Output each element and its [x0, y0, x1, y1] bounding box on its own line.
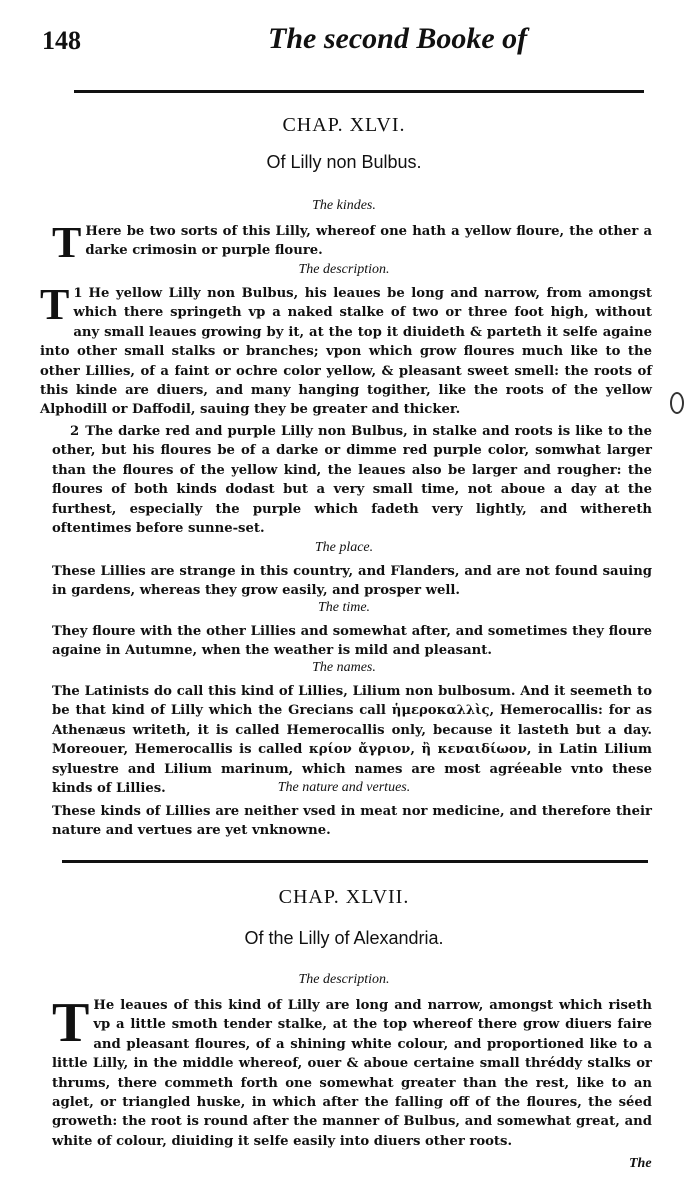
running-head: The second Booke of: [268, 22, 528, 55]
header-rule: [74, 90, 644, 93]
catchword: The: [629, 1156, 652, 1171]
chapter-46-heading: CHAP. XLVI.: [282, 114, 406, 136]
description-paragraph-1: [40, 280, 652, 420]
description-text: He leaues of this kind of Lilly are long and narrow, amongst which riseth vp a little smoth tender stalke, at the top whereof there grow diuers faire and pleasant floures, of a shining white colour, and proportioned like to a little Lilly, in the middle whereof, ouer & aboue certaine small thréddy stalks or thrums, there commeth forth one somewhat greater than the rest, like to an aglet, or triangled huske, in which after the falling off of the floures, the séed groweth: the root is round after the manner of Bulbus, and somewhat great, and white of colour, diuiding it selfe easily into diuers other roots.: [52, 998, 652, 1149]
item-number: 1: [73, 286, 83, 301]
chapter-46-title: Of Lilly non Bulbus.: [266, 152, 422, 172]
time-label: The time.: [317, 600, 371, 615]
drop-cap: T: [40, 280, 70, 329]
drop-cap: T: [52, 218, 82, 267]
names-label: The names.: [312, 660, 376, 675]
description-paragraph: [52, 992, 652, 1151]
place-paragraph: These Lillies are strange in this country, and Flanders, and are not found sauing in gardens, whereas they grow easily, and prosper well.: [52, 564, 652, 599]
names-paragraph: The Latinists do call this kind of Lillies, Lilium non bulbosum. And it seemeth to be that kind of Lilly which the Grecians call ἡμεροκαλλὶς, Hemerocallis: for as Athenæus writeth, it is called Hemerocallis only, because it lasteth but a day. Moreouer, Hemerocallis is called κρίον ἄγριον, ἢ κεναιδίωον, in Latin Lilium syluestre and Lilium marinum, which names are most agréeable vnto these kinds of Lillies.: [52, 684, 652, 797]
item-number: 2: [70, 424, 80, 439]
kindes-paragraph: [52, 218, 652, 267]
nature-label: The nature and vertues.: [277, 780, 411, 795]
kindes-text: Here be two sorts of this Lilly, whereof one hath a yellow floure, the other a darke crimosin or purple floure.: [85, 224, 652, 259]
place-label: The place.: [314, 540, 374, 555]
description-label: The description.: [298, 972, 390, 987]
description-label: The description.: [298, 262, 390, 277]
time-paragraph: They floure with the other Lillies and somewhat after, and sometimes they floure againe in Autumne, when the weather is mild and pleasant.: [52, 624, 652, 659]
chapter-divider: [62, 860, 648, 863]
chapter-47-title: Of the Lilly of Alexandria.: [244, 928, 444, 948]
description-paragraph-2: [52, 422, 652, 538]
margin-mark: [670, 392, 684, 414]
nature-paragraph: These kinds of Lillies are neither vsed in meat nor medicine, and therefore their nature and vertues are yet vnknowne.: [52, 804, 652, 839]
description-text-1: He yellow Lilly non Bulbus, his leaues be long and narrow, from amongst which there springeth vp a naked stalke of two or three foot high, without any small leaues growing by it, at the top it diuideth & parteth it selfe againe into other small stalks or branches; vpon which grow floures much like to the other Lillies, of a faint or ochre color yellow, & pleasant sweet smell: the roots of this kinde are diuers, and many hanging togither, like the roots of the yellow Alphodill or Daffodil, sauing they be greater and thicker.: [40, 286, 652, 418]
drop-cap: T: [52, 992, 90, 1054]
kindes-label: The kindes.: [312, 198, 376, 213]
description-text-2: The darke red and purple Lilly non Bulbus, in stalke and roots is like to the other, but his floures be of a darke or dimme red purple color, somwhat larger than the floures of the yellow kind, the leaues also be larger and rougher: the floures of both kinds dodast but a very small time, not aboue a day at the furthest, especially the purple which fadeth very lightly, and withereth oftentimes before sunne-set.: [52, 424, 652, 537]
chapter-47-heading: CHAP. XLVII.: [278, 886, 410, 908]
page-number: 148: [42, 26, 81, 55]
